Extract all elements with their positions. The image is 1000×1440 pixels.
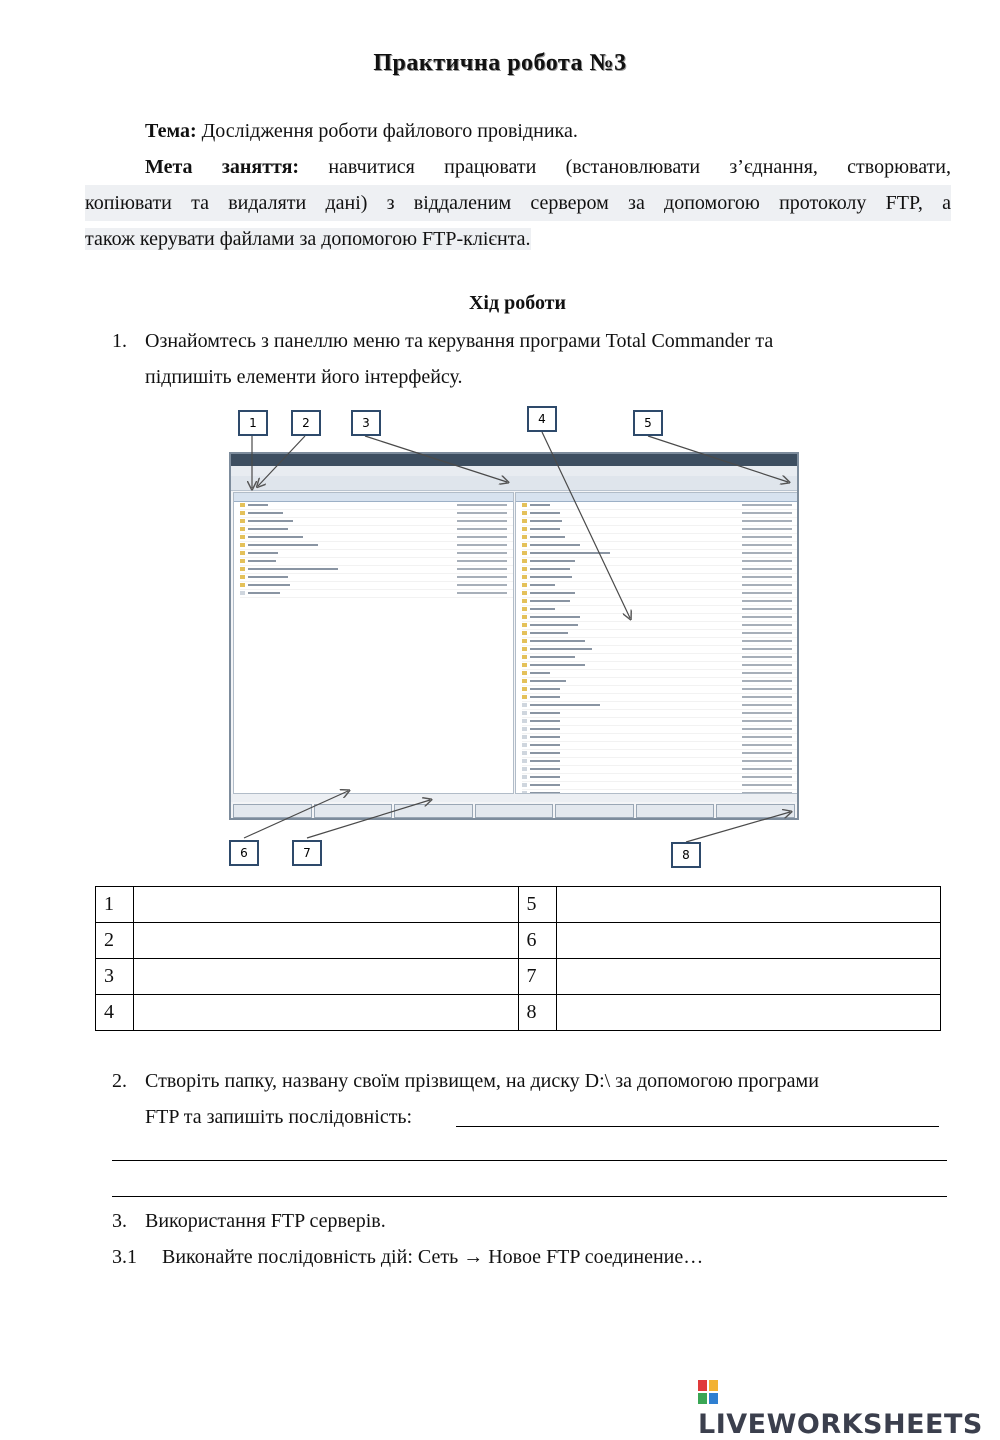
answer-blank-line[interactable] [112, 1196, 947, 1197]
callout-7: 7 [292, 840, 322, 866]
callout-8: 8 [671, 842, 701, 868]
goal-line2: копіювати та видаляти дані) з віддаленим сервером за допомогою протоколу FTP, а [85, 185, 951, 221]
answer-field[interactable] [556, 995, 941, 1031]
logo-icon [698, 1380, 720, 1406]
answer-field[interactable] [556, 923, 941, 959]
table-cell-number: 8 [518, 995, 556, 1031]
answer-field[interactable] [134, 959, 519, 995]
logo-text: LIVEWORKSHEETS [698, 1409, 983, 1440]
task-3-1 [112, 1239, 703, 1275]
theme-text: Дослідження роботи файлового провідника. [196, 120, 578, 142]
answer-blank-line[interactable] [112, 1160, 947, 1161]
table-row [96, 995, 941, 1031]
table-cell-number: 4 [96, 995, 134, 1031]
answer-field[interactable] [134, 923, 519, 959]
task-3-1-number: 3.1 [112, 1246, 137, 1268]
liveworksheets-logo [698, 1378, 1000, 1440]
task-3 [112, 1203, 386, 1239]
answer-field[interactable] [556, 887, 941, 923]
callout-5: 5 [633, 410, 663, 436]
callout-6: 6 [229, 840, 259, 866]
table-row [96, 887, 941, 923]
task-3-1-text: Виконайте послідовність дій: Сеть → Новое FTP соединение… [162, 1246, 704, 1268]
goal-line3: також керувати файлами за допомогою FTP-клієнта. [85, 228, 531, 250]
answer-field[interactable] [134, 995, 519, 1031]
goal-line1: навчитися працювати (встановлювати з’єднання, створювати, [299, 156, 951, 178]
page-title: Практична робота №3 [373, 50, 627, 76]
goal-label: Мета заняття: [145, 156, 300, 178]
answer-table [95, 886, 941, 1031]
table-cell-number: 3 [96, 959, 134, 995]
task-3-text: Використання FTP серверів. [145, 1210, 386, 1232]
task-1-line2: підпишіть елементи його інтерфейсу. [145, 366, 463, 388]
table-cell-number: 5 [518, 887, 556, 923]
callout-3: 3 [351, 410, 381, 436]
table-cell-number: 7 [518, 959, 556, 995]
table-cell-number: 6 [518, 923, 556, 959]
callout-2: 2 [291, 410, 321, 436]
table-cell-number: 1 [96, 887, 134, 923]
task-2-line1: Створіть папку, названу своїм прізвищем, на диску D:\ за допомогою програми [145, 1070, 819, 1092]
answer-field[interactable] [556, 959, 941, 995]
task-1-number: 1. [112, 330, 127, 352]
callout-4: 4 [527, 406, 557, 432]
task-3-number: 3. [112, 1210, 127, 1232]
answer-blank-line[interactable] [456, 1126, 939, 1127]
table-cell-number: 2 [96, 923, 134, 959]
callout-1: 1 [238, 410, 268, 436]
task-2 [112, 1063, 952, 1135]
task-2-line2: FTP та запишіть послідовність: [145, 1106, 413, 1128]
task-1-line1: Ознайомтесь з панеллю меню та керування програми Total Commander та [145, 330, 774, 352]
theme-label: Тема: [145, 120, 197, 142]
answer-field[interactable] [134, 887, 519, 923]
section-heading: Хід роботи [468, 292, 567, 314]
table-row [96, 923, 941, 959]
table-row [96, 959, 941, 995]
task-2-number: 2. [112, 1070, 127, 1092]
